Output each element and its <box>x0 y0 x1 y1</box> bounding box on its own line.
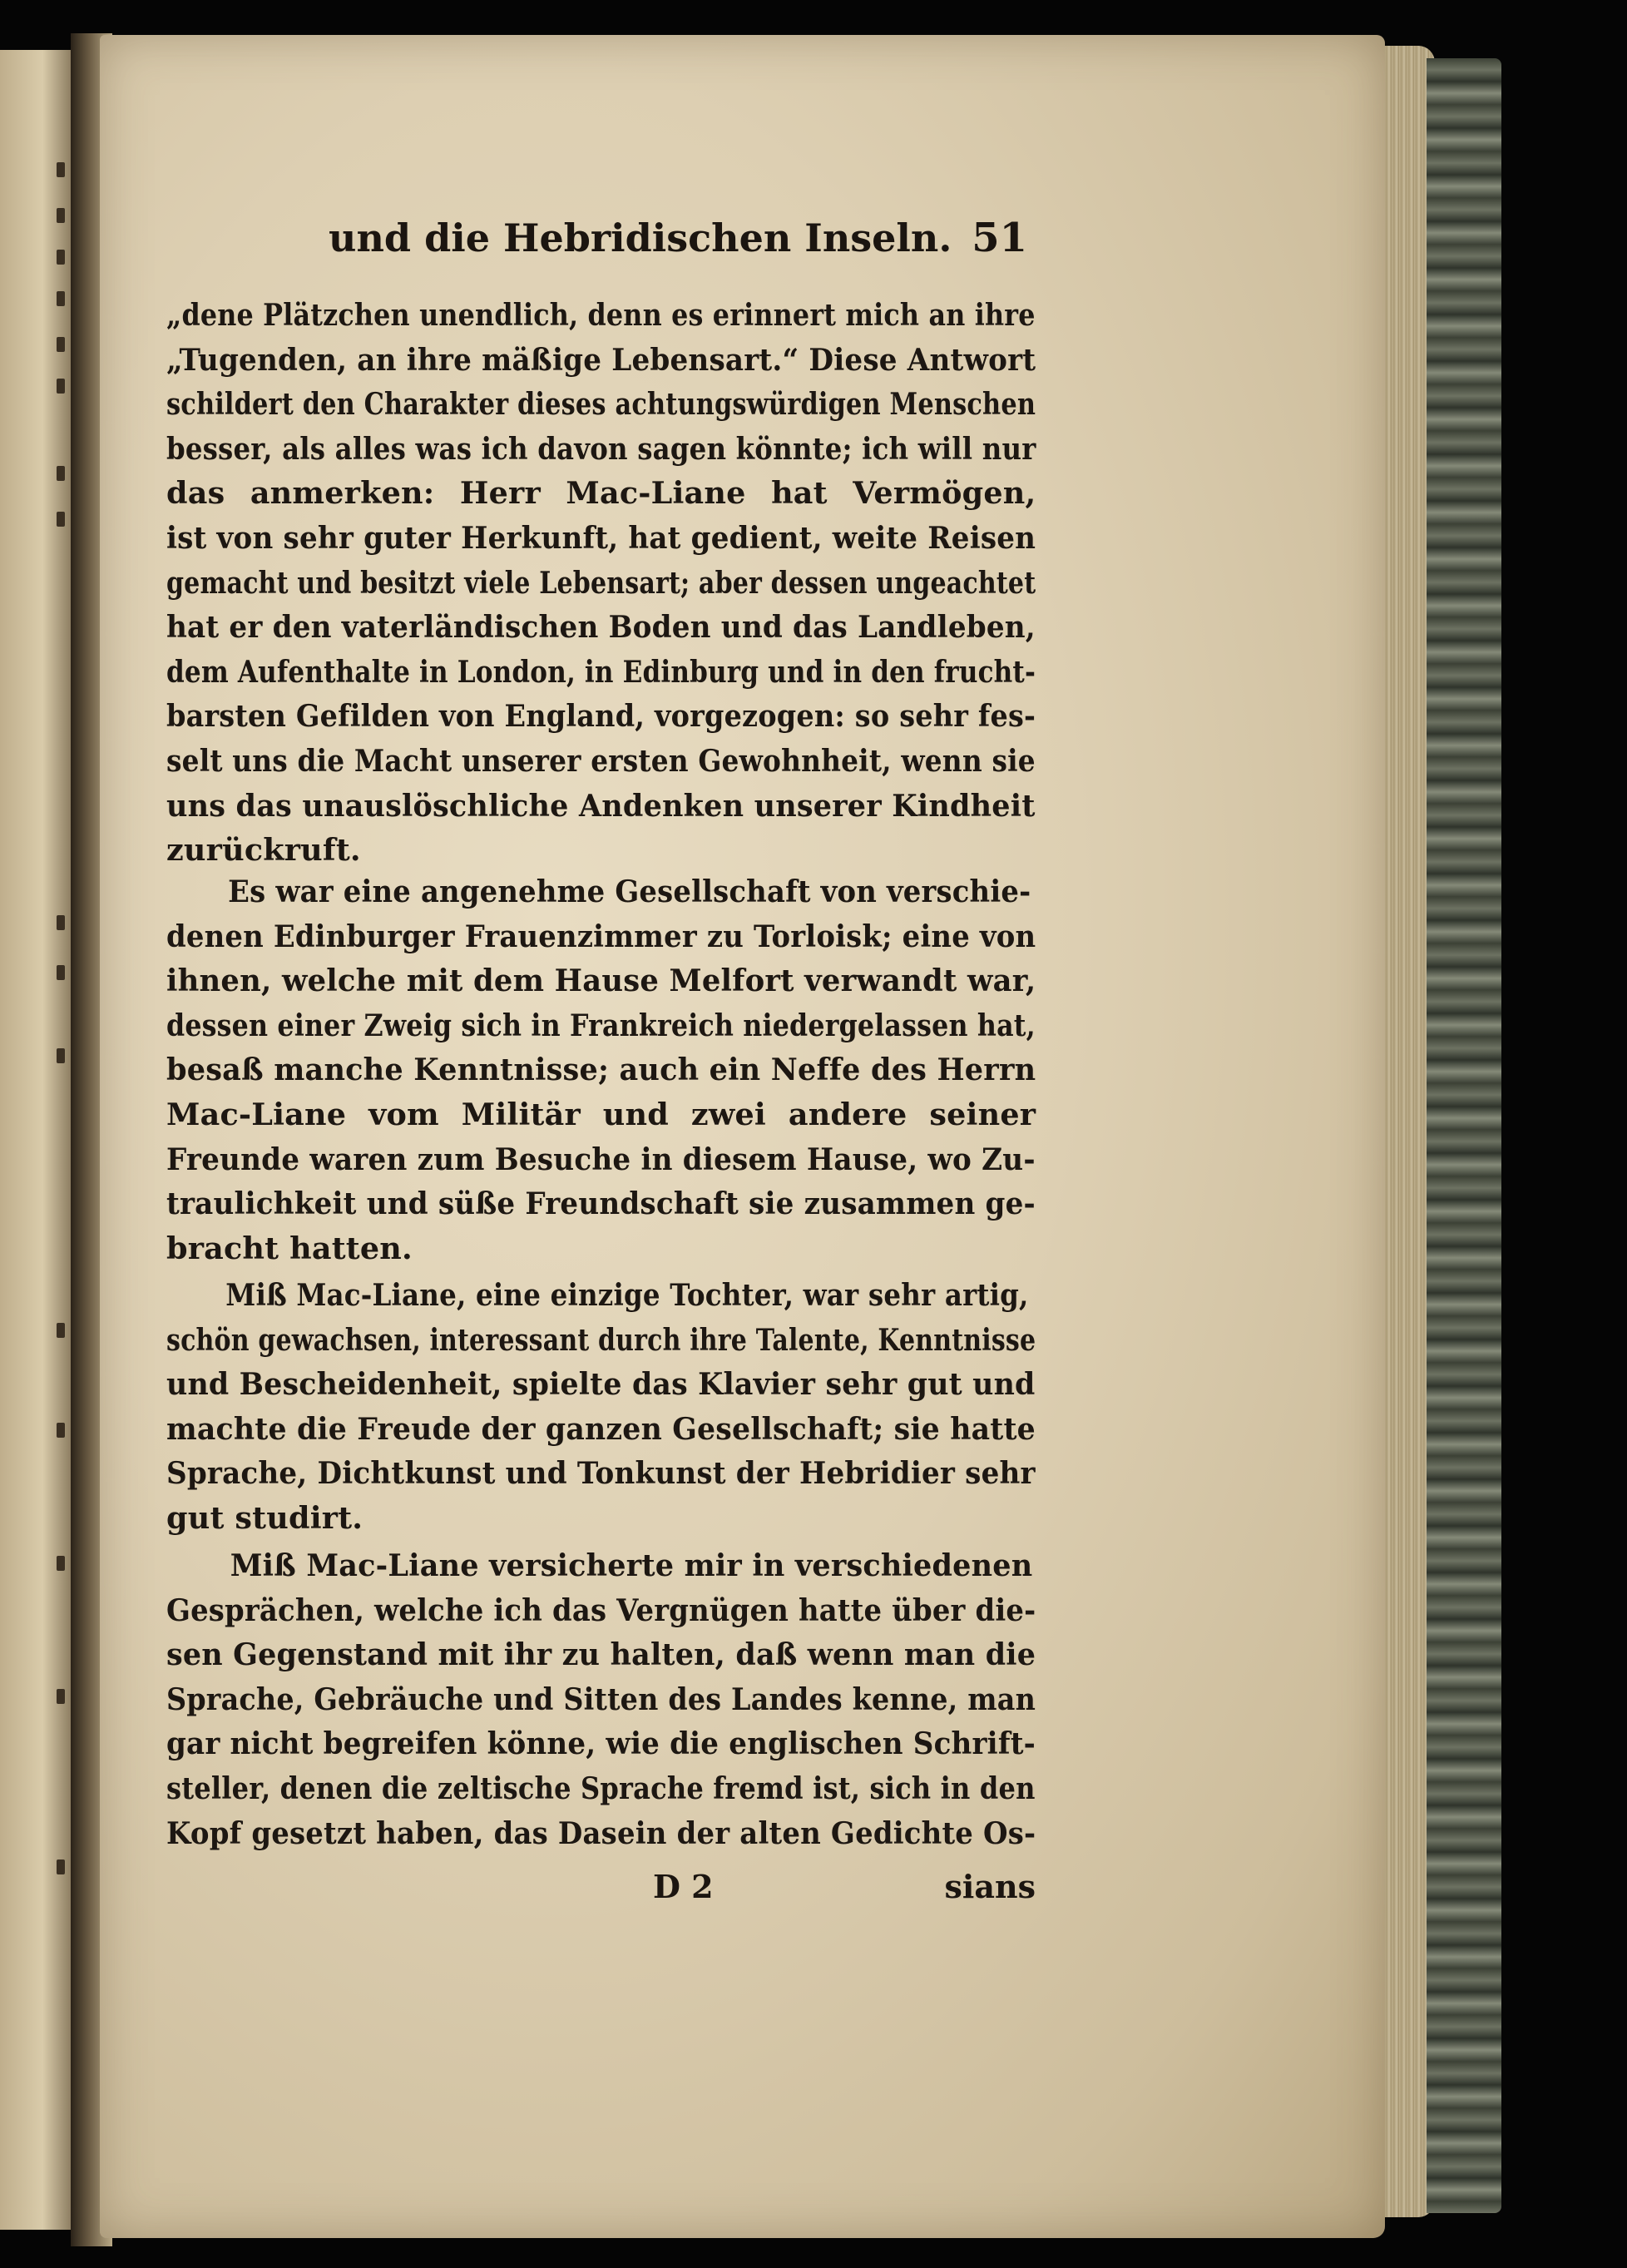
paragraph-3 <box>166 1273 1036 1541</box>
text-line: dessen einer Zweig sich in Frankreich niedergelassen hat, <box>166 1007 1036 1043</box>
facing-page-letter-fragment <box>57 291 65 306</box>
text-line: Freunde waren zum Besuche in diesem Hause, wo Zu- <box>166 1141 1036 1177</box>
text-line: Sprache, Gebräuche und Sitten des Landes kenne, man <box>166 1681 1036 1717</box>
text-line: ist von sehr guter Herkunft, hat gedient, weite Reisen <box>166 519 1036 556</box>
text-line: machte die Freude der ganzen Gesellschaft; sie hatte <box>166 1410 1036 1447</box>
facing-page-edge <box>0 50 71 2230</box>
facing-page-letter-fragment <box>57 337 65 352</box>
text-line: „dene Plätzchen unendlich, denn es erinnert mich an ihre <box>166 297 1036 333</box>
text-line: Es war eine angenehme Gesellschaft von verschie- <box>228 874 1031 909</box>
text-line: Gesprächen, welche ich das Vergnügen hatte über die- <box>166 1592 1036 1628</box>
text-line: besaß manche Kenntnisse; auch ein Neffe des Herrn <box>166 1052 1036 1088</box>
paragraph-1 <box>166 293 1036 873</box>
text-line: ihnen, welche mit dem Hause Melfort verwandt war, <box>166 963 1036 999</box>
text-line: „Tugenden, an ihre mäßige Lebensart.“ Diese Antwort <box>166 341 1036 378</box>
text-line: steller, denen die zeltische Sprache fremd ist, sich in den <box>166 1770 1036 1806</box>
text-line: barsten Gefilden von England, vorgezogen: so sehr fes- <box>166 698 1036 735</box>
text-line: hat er den vaterländischen Boden und das Landleben, <box>166 609 1036 646</box>
text-line: gar nicht begreifen könne, wie die englischen Schrift- <box>166 1726 1036 1762</box>
text-line: bracht hatten. <box>166 1230 413 1266</box>
facing-page-letter-fragment <box>57 162 65 177</box>
text-line: Mac-Liane vom Militär und zwei andere seiner <box>166 1096 1036 1132</box>
facing-page-letter-fragment <box>57 250 65 265</box>
facing-page-letter-fragment <box>57 1689 65 1704</box>
facing-page-letter-fragment <box>57 965 65 980</box>
text-line: gemacht und besitzt viele Lebensart; aber dessen ungeachtet <box>166 564 1036 601</box>
facing-page-letter-fragment <box>57 208 65 223</box>
running-head <box>329 215 1027 261</box>
facing-page-letter-fragment <box>57 1859 65 1874</box>
text-line: traulichkeit und süße Freundschaft sie zusammen ge- <box>166 1186 1036 1222</box>
signature-mark: D 2 <box>653 1868 714 1905</box>
running-head-title: und die Hebridischen Inseln. <box>329 215 952 260</box>
page-number: 51 <box>972 215 1027 261</box>
page-footer <box>166 1868 1036 1918</box>
facing-page-letter-fragment <box>57 466 65 481</box>
facing-page-letter-fragment <box>57 379 65 394</box>
facing-page-letter-fragment <box>57 915 65 930</box>
text-line: besser, als alles was ich davon sagen könnte; ich will nur <box>166 430 1036 467</box>
text-line: denen Edinburger Frauenzimmer zu Torloisk; eine von <box>166 918 1036 954</box>
facing-page-letter-fragment <box>57 1423 65 1438</box>
text-line: schön gewachsen, interessant durch ihre Talente, Kenntnisse <box>166 1321 1036 1358</box>
text-line: zurückruft. <box>166 832 361 869</box>
text-line: Sprache, Dichtkunst und Tonkunst der Hebridier sehr <box>166 1455 1036 1492</box>
text-line: das anmerken: Herr Mac-Liane hat Vermögen, <box>166 475 1036 512</box>
text-line: sen Gegenstand mit ihr zu halten, daß wenn man die <box>166 1637 1036 1673</box>
paragraph-2 <box>166 869 1036 1270</box>
facing-page-letter-fragment <box>57 1556 65 1571</box>
text-line: gut studirt. <box>166 1499 363 1536</box>
text-line: Kopf gesetzt haben, das Dasein der alten Gedichte Os- <box>166 1815 1036 1851</box>
text-line: Miß Mac-Liane versicherte mir in verschiedenen <box>230 1547 1033 1583</box>
text-line: dem Aufenthalte in London, in Edinburg und in den frucht- <box>166 653 1036 690</box>
facing-page-letter-fragment <box>57 1323 65 1338</box>
text-line: schildert den Charakter dieses achtungswürdigen Menschen <box>166 386 1036 423</box>
text-line: und Bescheidenheit, spielte das Klavier sehr gut und <box>166 1366 1036 1403</box>
text-line: selt uns die Macht unserer ersten Gewohnheit, wenn sie <box>166 742 1036 779</box>
text-line: uns das unauslöschliche Andenken unserer Kindheit <box>166 787 1036 824</box>
facing-page-letter-fragment <box>57 1048 65 1063</box>
book-cover-edge <box>1427 58 1501 2213</box>
text-line: Miß Mac-Liane, eine einzige Tochter, war sehr artig, <box>225 1277 1029 1313</box>
facing-page-letter-fragment <box>57 512 65 527</box>
catchword: sians <box>944 1868 1036 1905</box>
paragraph-4 <box>166 1543 1036 1855</box>
